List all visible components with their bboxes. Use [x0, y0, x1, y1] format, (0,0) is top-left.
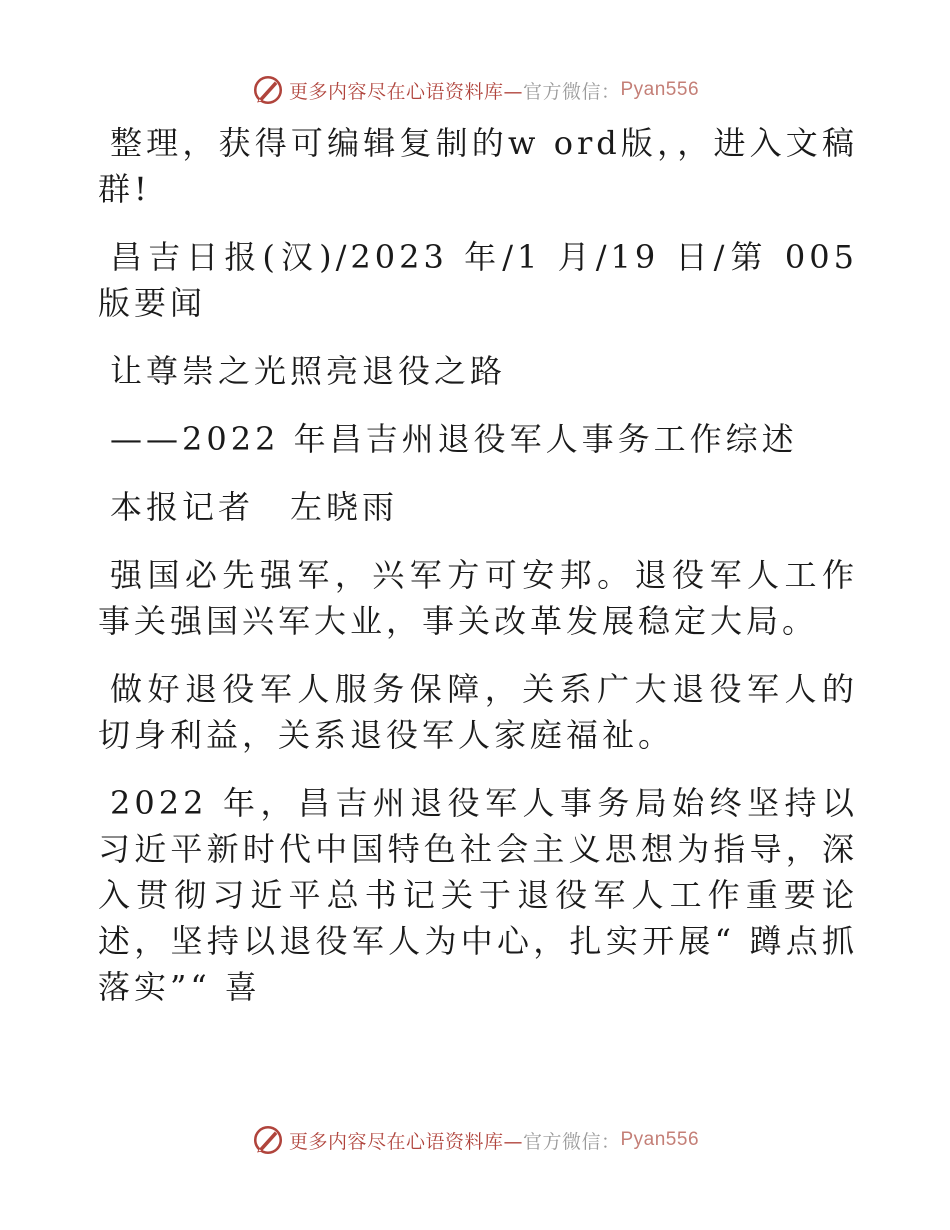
- paragraph-body-1: 强国必先强军，兴军方可安邦。退役军人工作事关强国兴军大业，事关改革发展稳定大局。: [98, 556, 858, 640]
- banner-wechat-id: Pyan556: [620, 79, 700, 100]
- article-subtitle: ——2022 年昌吉州退役军人事务工作综述: [110, 420, 798, 458]
- paragraph-intro: 整理，获得可编辑复制的w ord版，，进入文稿群!: [98, 124, 858, 208]
- paragraph-body-2: 做好退役军人服务保障，关系广大退役军人的切身利益，关系退役军人家庭福祉。: [98, 670, 858, 754]
- paragraph-body-3: 2022 年，昌吉州退役军人事务局始终坚持以习近平新时代中国特色社会主义思想为指导，深入贯彻习近平总书记关于退役军人工作重要论述，坚持以退役军人为中心，扎实开展“ 蹲点抓落实”“ 喜: [98, 784, 858, 1006]
- pen-logo-icon: [251, 73, 285, 107]
- pen-logo-icon: [251, 1123, 285, 1157]
- banner-wechat-id: Pyan556: [620, 1129, 700, 1150]
- paragraph-source: 昌吉日报(汉)/2023 年/1 月/19 日/第 005 版要闻: [98, 238, 858, 322]
- banner-text: 更多内容尽在心语资料库—: [288, 80, 523, 103]
- banner-wechat-label: 官方微信：: [522, 1130, 621, 1153]
- footer-banner: [0, 1120, 950, 1160]
- header-banner: [0, 70, 950, 110]
- banner-wechat-label: 官方微信：: [522, 80, 621, 103]
- document-body: [98, 120, 858, 1032]
- article-byline: 本报记者 左晓雨: [110, 488, 399, 526]
- banner-text: 更多内容尽在心语资料库—: [288, 1130, 523, 1153]
- article-title: 让尊崇之光照亮退役之路: [110, 352, 507, 390]
